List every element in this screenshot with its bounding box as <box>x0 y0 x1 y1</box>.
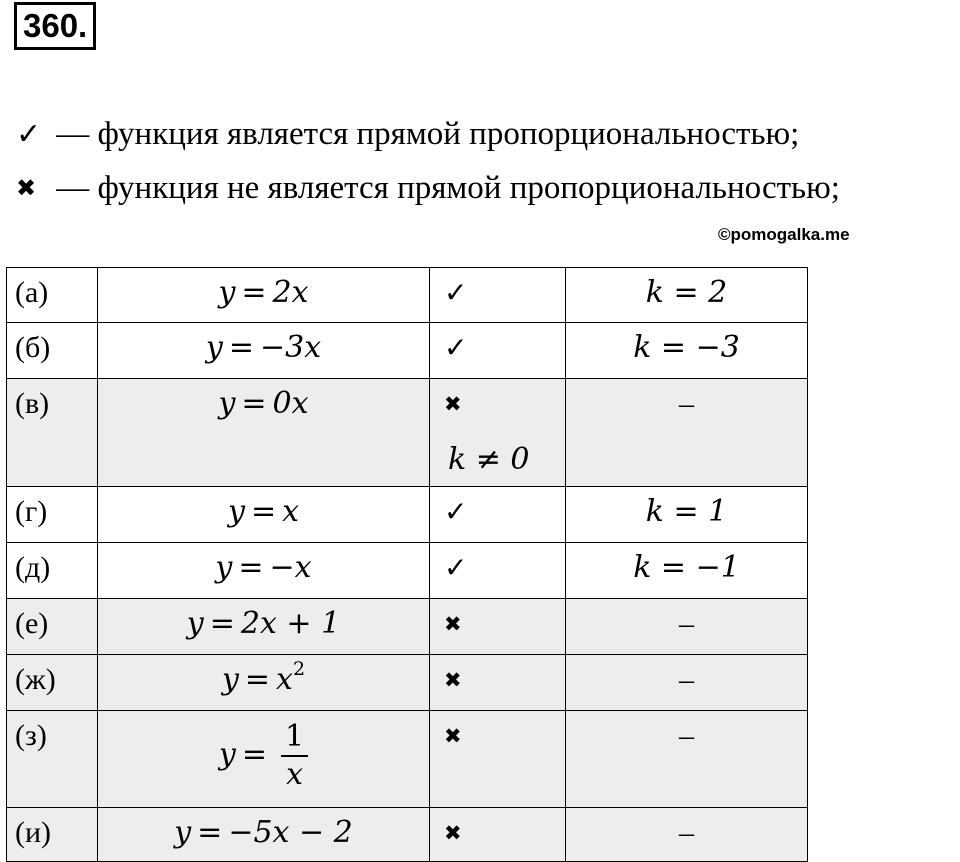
fraction <box>281 719 308 793</box>
cross-icon: ✖ <box>444 392 462 416</box>
verdict-cell <box>430 599 566 655</box>
function-formula: y = x <box>227 494 299 529</box>
coefficient-value: k = 1 <box>645 494 728 529</box>
coefficient-value: k = −1 <box>633 550 740 585</box>
verdict-cell <box>430 379 566 487</box>
coefficient-value: – <box>679 387 694 420</box>
function-cell <box>98 379 430 487</box>
legend-proportional-text: — функция является прямой пропорциональностью; <box>56 116 800 152</box>
row-label: (з) <box>7 711 98 808</box>
coefficient-cell <box>566 655 808 711</box>
cross-icon: ✖ <box>16 174 37 202</box>
function-cell <box>98 808 430 862</box>
row-label: (г) <box>7 487 98 543</box>
function-cell <box>98 487 430 543</box>
verdict-cell <box>430 655 566 711</box>
legend-proportional <box>16 114 799 155</box>
table-row <box>7 543 808 599</box>
table-row <box>7 323 808 379</box>
verdict-cell <box>430 268 566 323</box>
coefficient-cell <box>566 379 808 487</box>
fraction-numerator: 1 <box>281 719 308 757</box>
coefficient-value: – <box>679 719 694 752</box>
answers-table <box>6 267 808 862</box>
task-number: 360. <box>14 2 96 50</box>
row-label: (а) <box>7 268 98 323</box>
fraction-denominator: x <box>286 757 303 792</box>
condition-note: k ≠ 0 <box>448 442 530 477</box>
table-row <box>7 655 808 711</box>
function-formula: y = 2x + 1 <box>186 606 341 641</box>
coefficient-cell <box>566 268 808 323</box>
cross-icon: ✖ <box>444 668 462 692</box>
check-icon: ✓ <box>444 276 468 309</box>
row-label: (и) <box>7 808 98 862</box>
coefficient-value: – <box>679 607 694 640</box>
verdict-cell <box>430 323 566 379</box>
function-formula: y = 0x <box>218 386 309 421</box>
verdict-cell <box>430 711 566 808</box>
coefficient-value: – <box>679 816 694 849</box>
function-formula: y = −x <box>215 550 312 585</box>
cross-icon: ✖ <box>444 612 462 636</box>
function-cell <box>98 268 430 323</box>
verdict-cell <box>430 487 566 543</box>
function-formula: y = 2x <box>218 275 309 310</box>
table-row <box>7 487 808 543</box>
function-cell <box>98 599 430 655</box>
table-row <box>7 268 808 323</box>
function-cell <box>98 655 430 711</box>
row-label: (ж) <box>7 655 98 711</box>
table-row <box>7 379 808 487</box>
cross-icon: ✖ <box>444 724 462 748</box>
row-label: (д) <box>7 543 98 599</box>
row-label: (е) <box>7 599 98 655</box>
check-icon: ✓ <box>444 331 468 364</box>
table-row <box>7 808 808 862</box>
verdict-cell <box>430 808 566 862</box>
function-formula: y = −3x <box>205 330 322 365</box>
function-formula: y = $\frac{1}{x}$ <box>98 711 429 793</box>
row-label: (в) <box>7 379 98 487</box>
row-label: (б) <box>7 323 98 379</box>
function-cell <box>98 711 430 808</box>
table-row <box>7 599 808 655</box>
function-formula: y = −5x − 2 <box>174 815 353 850</box>
table-row <box>7 711 808 808</box>
coefficient-cell <box>566 487 808 543</box>
coefficient-cell <box>566 543 808 599</box>
watermark: ©pomogalka.me <box>718 225 850 244</box>
coefficient-value: – <box>679 663 694 696</box>
check-icon: ✓ <box>444 495 468 528</box>
coefficient-cell <box>566 599 808 655</box>
function-cell <box>98 543 430 599</box>
exponent: 2 <box>292 658 306 680</box>
verdict-cell <box>430 543 566 599</box>
function-cell <box>98 323 430 379</box>
coefficient-cell <box>566 323 808 379</box>
check-icon: ✓ <box>16 117 42 152</box>
coefficient-cell <box>566 808 808 862</box>
coefficient-value: k = −3 <box>633 330 740 365</box>
coefficient-value: k = 2 <box>645 275 728 310</box>
cross-icon: ✖ <box>444 821 462 845</box>
function-formula: $y = x^2$ <box>221 658 306 697</box>
coefficient-cell <box>566 711 808 808</box>
legend-not-proportional <box>16 168 840 208</box>
legend-not-proportional-text: — функция не является прямой пропорциональностью; <box>56 170 840 206</box>
check-icon: ✓ <box>444 551 468 584</box>
